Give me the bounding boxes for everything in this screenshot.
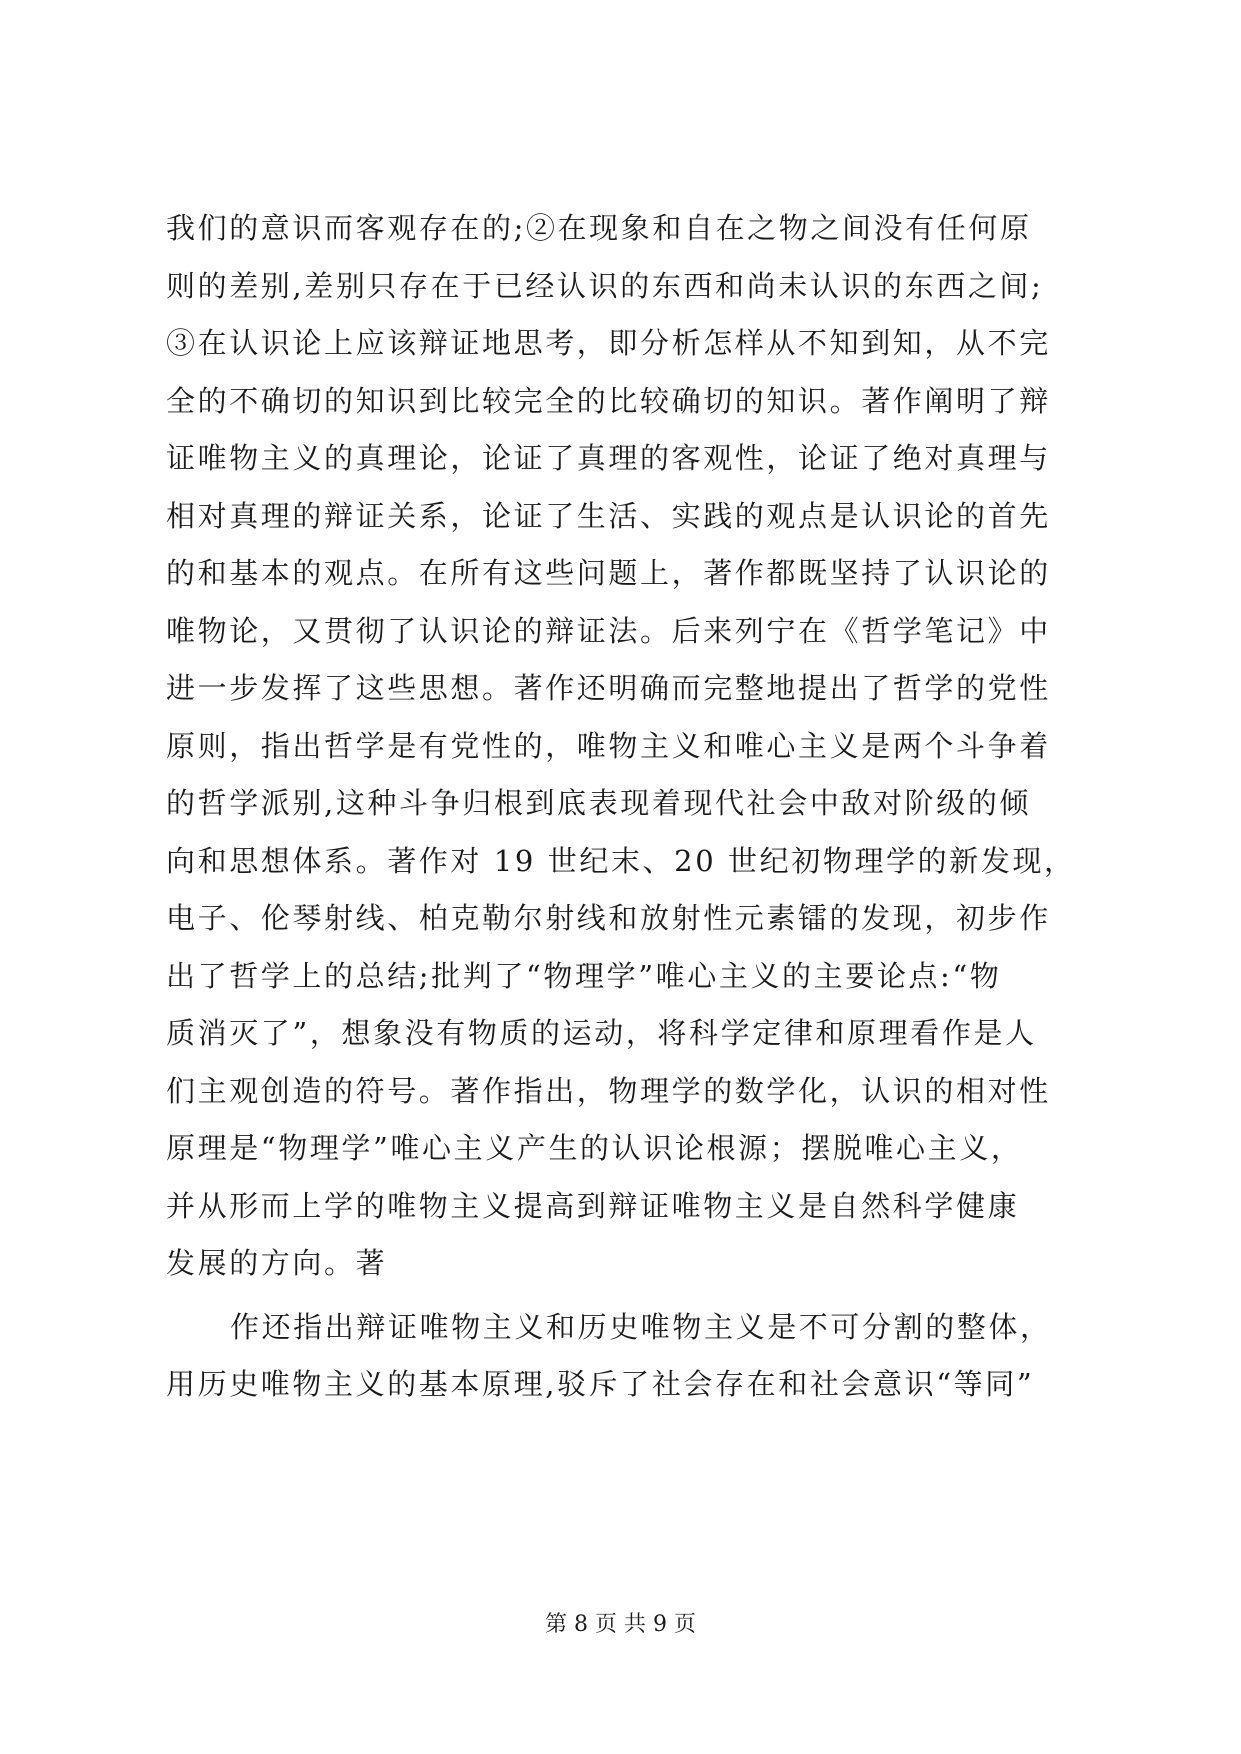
text-line: 的和基本的观点。在所有这些问题上，著作都既坚持了认识论的 — [166, 556, 1051, 590]
text-line: 唯物论，又贯彻了认识论的辩证法。后来列宁在《哲学笔记》中 — [166, 613, 1051, 648]
text-line: 质消灭了”，想象没有物质的运动，将科学定律和原理看作是人 — [166, 1016, 1037, 1050]
text-line: 并从形而上学的唯物主义提高到辩证唯物主义是自然科学健康 — [166, 1188, 1020, 1223]
text-line: 的哲学派别,这种斗争归根到底表现着现代社会中敌对阶级的倾 — [166, 786, 1032, 820]
text-line: 证唯物主义的真理论，论证了真理的客观性，论证了绝对真理与 — [166, 441, 1051, 475]
text-line: 们主观创造的符号。著作指出，物理学的数学化，认识的相对性 — [166, 1073, 1051, 1108]
paragraph-1 — [166, 200, 1086, 1293]
text-line: 发展的方向。著 — [166, 1246, 388, 1280]
text-line: 我们的意识而客观存在的;②在现象和自在之物之间没有任何原 — [166, 211, 1032, 245]
text-line: 作还指出辩证唯物主义和历史唯物主义是不可分割的整体， — [230, 1309, 1052, 1344]
paragraph-2 — [166, 1299, 1086, 1414]
text-line: 电子、伦琴射线、柏克勒尔射线和放射性元素镭的发现，初步作 — [166, 901, 1051, 935]
text-line: 原理是“物理学”唯心主义产生的认识论根源；摆脱唯心主义， — [166, 1131, 1023, 1165]
text-line: 出了哲学上的总结;批判了“物理学”唯心主义的主要论点:“物 — [166, 958, 1002, 993]
page-number-footer: 第 8 页 共 9 页 — [545, 1612, 696, 1637]
text-line: 原则，指出哲学是有党性的，唯物主义和唯心主义是两个斗争着 — [166, 728, 1051, 763]
text-line: 进一步发挥了这些思想。著作还明确而完整地提出了哲学的党性 — [166, 671, 1051, 705]
text-line: 相对真理的辩证关系，论证了生活、实践的观点是认识论的首先 — [166, 498, 1051, 533]
text-line: 向和思想体系。著作对 19 世纪末、20 世纪初物理学的新发现， — [166, 843, 1076, 878]
body-text — [166, 200, 1086, 1414]
text-line: 用历史唯物主义的基本原理,驳斥了社会存在和社会意识“等同” — [166, 1367, 1035, 1401]
text-line: 则的差别,差别只存在于已经认识的东西和尚未认识的东西之间; — [166, 268, 1044, 303]
text-line: 全的不确切的知识到比较完全的比较确切的知识。著作阐明了辩 — [166, 383, 1051, 418]
text-line: ③在认识论上应该辩证地思考，即分析怎样从不知到知，从不完 — [166, 326, 1051, 360]
